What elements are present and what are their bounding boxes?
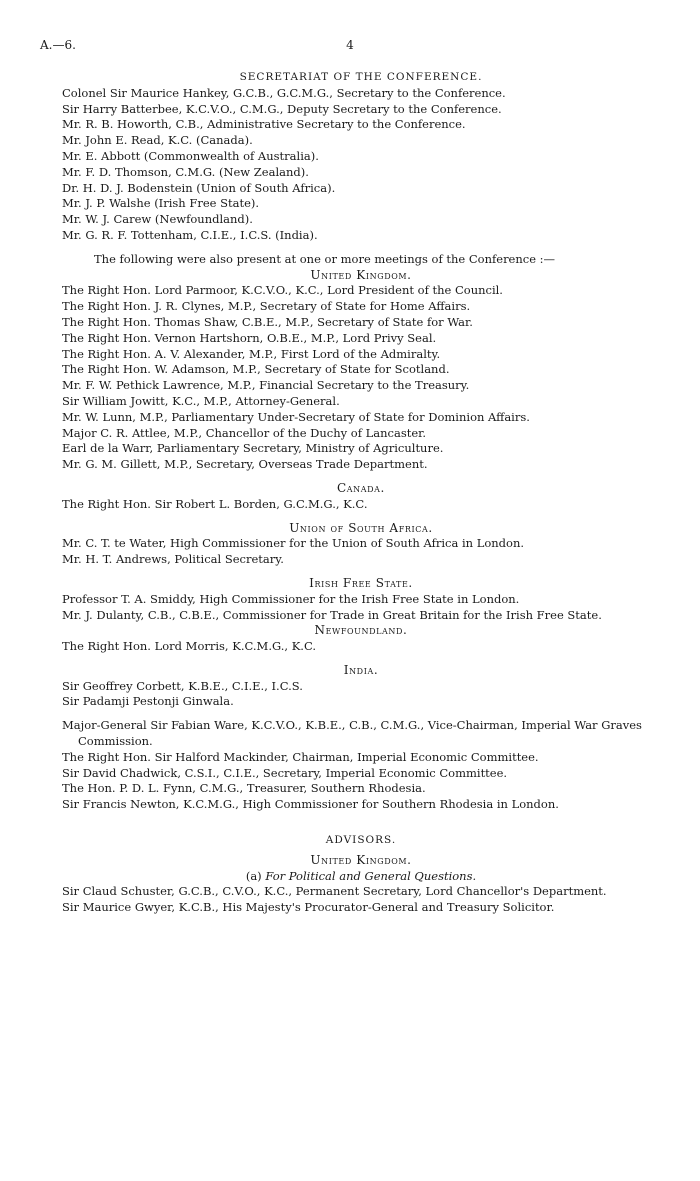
newfoundland-heading: Newfoundland. (314, 623, 408, 638)
list-item: Sir Maurice Gwyer, K.C.B., His Majesty's Procurator-General and Treasury Solicitor. (62, 900, 555, 915)
others-list (62, 718, 660, 813)
list-item: Earl de la Warr, Parliamentary Secretary, Ministry of Agriculture. (62, 441, 444, 456)
list-item: Mr. F. D. Thomson, C.M.G. (New Zealand). (62, 164, 309, 179)
list-item: Mr. John E. Read, K.C. (Canada). (62, 133, 253, 148)
list-item: Sir Padamji Pestonji Ginwala. (62, 694, 234, 709)
united-kingdom-list (62, 283, 660, 473)
also-present-intro: The following were also present at one or more meetings of the Conference :— (94, 251, 556, 266)
list-item: Sir David Chadwick, C.S.I., C.I.E., Secretary, Imperial Economic Committee. (62, 765, 508, 780)
list-item: Mr. F. W. Pethick Lawrence, M.P., Financial Secretary to the Treasury. (62, 378, 470, 393)
list-item: Dr. H. D. J. Bodenstein (Union of South Africa). (62, 180, 336, 195)
list-item: Professor T. A. Smiddy, High Commissioner for the Irish Free State in London. (62, 591, 520, 606)
list-item: The Right Hon. Sir Robert L. Borden, G.C.M.G., K.C. (62, 496, 368, 511)
canada-heading: Canada. (337, 480, 385, 495)
list-item: Sir Geoffrey Corbett, K.B.E., C.I.E., I.C.S. (62, 678, 303, 693)
south-africa-heading: Union of South Africa. (289, 520, 433, 535)
list-item: Mr. G. M. Gillett, M.P., Secretary, Overseas Trade Department. (62, 457, 428, 472)
list-item: The Right Hon. W. Adamson, M.P., Secretary of State for Scotland. (62, 362, 450, 377)
list-item: Mr. J. Dulanty, C.B., C.B.E., Commissioner for Trade in Great Britain for the Irish Free State. (62, 607, 602, 622)
list-item: The Right Hon. Lord Morris, K.C.M.G., K.C. (62, 639, 317, 654)
list-item: The Right Hon. Vernon Hartshorn, O.B.E., M.P., Lord Privy Seal. (62, 330, 437, 345)
list-item: Mr. H. T. Andrews, Political Secretary. (62, 552, 284, 567)
list-item: Mr. W. J. Carew (Newfoundland). (62, 212, 253, 227)
list-item: The Right Hon. Thomas Shaw, C.B.E., M.P., Secretary of State for War. (62, 314, 473, 329)
list-item: Mr. G. R. F. Tottenham, C.I.E., I.C.S. (India). (62, 227, 318, 242)
list-item: The Right Hon. A. V. Alexander, M.P., First Lord of the Admiralty. (62, 346, 441, 361)
secretariat-heading: SECRETARIAT OF THE CONFERENCE. (239, 71, 483, 83)
list-item: The Right Hon. J. R. Clynes, M.P., Secretary of State for Home Affairs. (62, 299, 471, 314)
list-item: The Right Hon. Lord Parmoor, K.C.V.O., K.C., Lord President of the Council. (62, 283, 503, 298)
section-label: (a) (245, 868, 262, 883)
united-kingdom-heading: United Kingdom. (310, 267, 412, 282)
secretariat-list (62, 86, 660, 244)
list-item: Colonel Sir Maurice Hankey, G.C.B., G.C.M.G., Secretary to the Conference. (62, 85, 506, 100)
list-item: The Right Hon. Sir Halford Mackinder, Chairman, Imperial Economic Committee. (62, 749, 539, 764)
list-item: The Hon. P. D. L. Fynn, C.M.G., Treasurer, Southern Rhodesia. (62, 781, 426, 796)
advisors-uk-heading: United Kingdom. (310, 852, 412, 867)
list-item: Mr. W. Lunn, M.P., Parliamentary Under-Secretary of State for Dominion Affairs. (62, 409, 530, 424)
list-item: Mr. J. P. Walshe (Irish Free State). (62, 196, 260, 211)
list-item: Mr. C. T. te Water, High Commissioner for the Union of South Africa in London. (62, 536, 525, 551)
list-item: Sir Francis Newton, K.C.M.G., High Commissioner for Southern Rhodesia in London. (62, 797, 559, 812)
page-number: 4 (346, 38, 354, 52)
advisors-section-heading (62, 869, 660, 885)
india-heading: India. (343, 662, 379, 677)
section-title: For Political and General Questions. (265, 868, 477, 883)
list-item: Major C. R. Attlee, M.P., Chancellor of the Duchy of Lancaster. (62, 425, 427, 440)
list-item: Sir Harry Batterbee, K.C.V.O., C.M.G., Deputy Secretary to the Conference. (62, 101, 502, 116)
list-item: Sir Claud Schuster, G.C.B., C.V.O., K.C., Permanent Secretary, Lord Chancellor's Department. (62, 884, 607, 899)
list-item: Major-General Sir Fabian Ware, K.C.V.O., K.B.E., C.B., C.M.G., Vice-Chairman, Imperial War Graves Commission. (62, 718, 642, 749)
list-item: Mr. E. Abbott (Commonwealth of Australia). (62, 148, 319, 163)
advisors-heading: ADVISORS. (325, 834, 397, 847)
list-item: Mr. R. B. Howorth, C.B., Administrative Secretary to the Conference. (62, 117, 466, 132)
irish-free-state-heading: Irish Free State. (309, 575, 413, 590)
list-item: Sir William Jowitt, K.C., M.P., Attorney-General. (62, 393, 340, 408)
document-reference: A.—6. (40, 38, 76, 52)
page-content (62, 70, 660, 916)
